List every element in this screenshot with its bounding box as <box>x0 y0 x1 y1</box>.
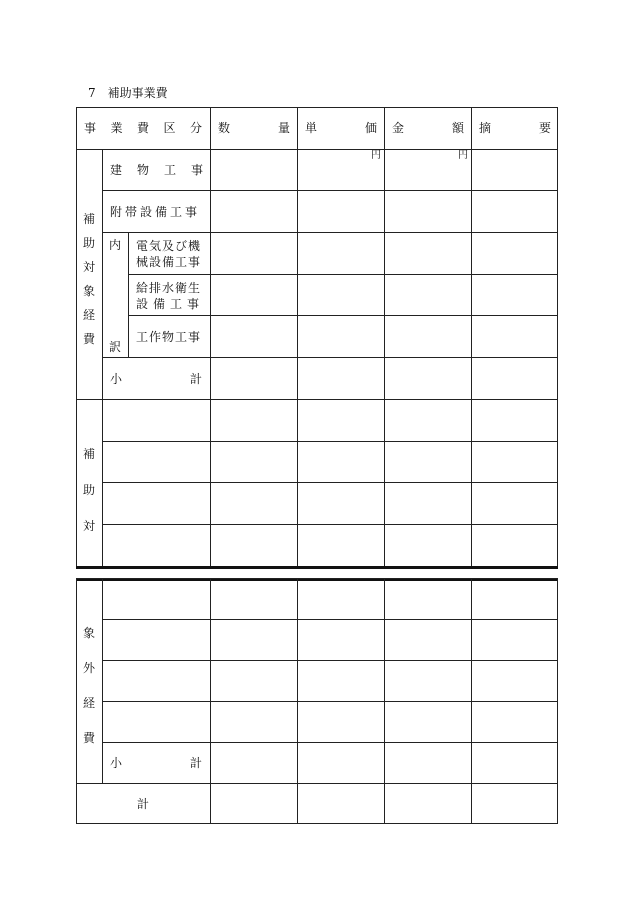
breakdown-label-bottom: 訳 <box>109 340 122 354</box>
row-line <box>102 660 558 661</box>
row-plumbing-line1: 給排水衛生 <box>136 281 202 295</box>
header-unit-price: 単 価 <box>305 121 377 135</box>
row-electrical-line2: 械設備工事 <box>136 255 202 269</box>
ineligible-cost-label: 象 外 経 費 <box>82 626 95 745</box>
breakdown-column-line <box>128 232 129 357</box>
section-title: 7 補助事業費 <box>88 86 168 100</box>
row-line <box>102 482 558 483</box>
breakdown-label-top: 内 <box>109 238 122 252</box>
row-line <box>102 742 558 743</box>
break-rule-top <box>76 566 558 569</box>
header-remarks: 摘 要 <box>479 121 551 135</box>
row-plumbing-line2: 設備工事 <box>136 297 205 311</box>
row-line <box>102 232 558 233</box>
row-line <box>102 190 558 191</box>
row-electrical-line1: 電気及び機 <box>136 239 202 253</box>
amount-column-line <box>384 107 385 568</box>
remarks-column-line <box>471 107 472 568</box>
group-column-line <box>102 578 103 783</box>
group-column-line <box>102 149 103 568</box>
row-line <box>102 619 558 620</box>
unit-price-yen-mark: 円 <box>371 150 381 161</box>
row-line <box>128 315 558 316</box>
row-building-works: 建物工事 <box>110 163 219 177</box>
total-divider <box>76 783 558 784</box>
header-divider <box>76 149 558 150</box>
row-structures: 工作物工事 <box>136 330 202 344</box>
ineligible-subtotal: 小 計 <box>110 756 202 770</box>
amount-column-line <box>384 578 385 824</box>
row-line <box>102 701 558 702</box>
row-ancillary-equipment: 附帯設備工事 <box>110 205 201 219</box>
group-divider <box>76 399 558 400</box>
row-line <box>102 441 558 442</box>
header-category: 事 業 費 区 分 <box>84 121 202 135</box>
amount-yen-mark: 円 <box>458 150 468 161</box>
header-quantity: 数 量 <box>218 121 290 135</box>
grand-total-label: 計 <box>137 797 150 811</box>
row-line <box>102 524 558 525</box>
unit-price-column-line <box>297 578 298 824</box>
header-amount: 金 額 <box>392 121 464 135</box>
eligible-subtotal: 小 計 <box>110 372 202 386</box>
quantity-column-line <box>210 578 211 824</box>
unit-price-column-line <box>297 107 298 568</box>
upper-continued-label: 補 助 対 <box>82 447 95 533</box>
row-line <box>102 357 558 358</box>
remarks-column-line <box>471 578 472 824</box>
row-line <box>128 274 558 275</box>
eligible-cost-label: 補 助 対 象 経 費 <box>82 212 95 346</box>
